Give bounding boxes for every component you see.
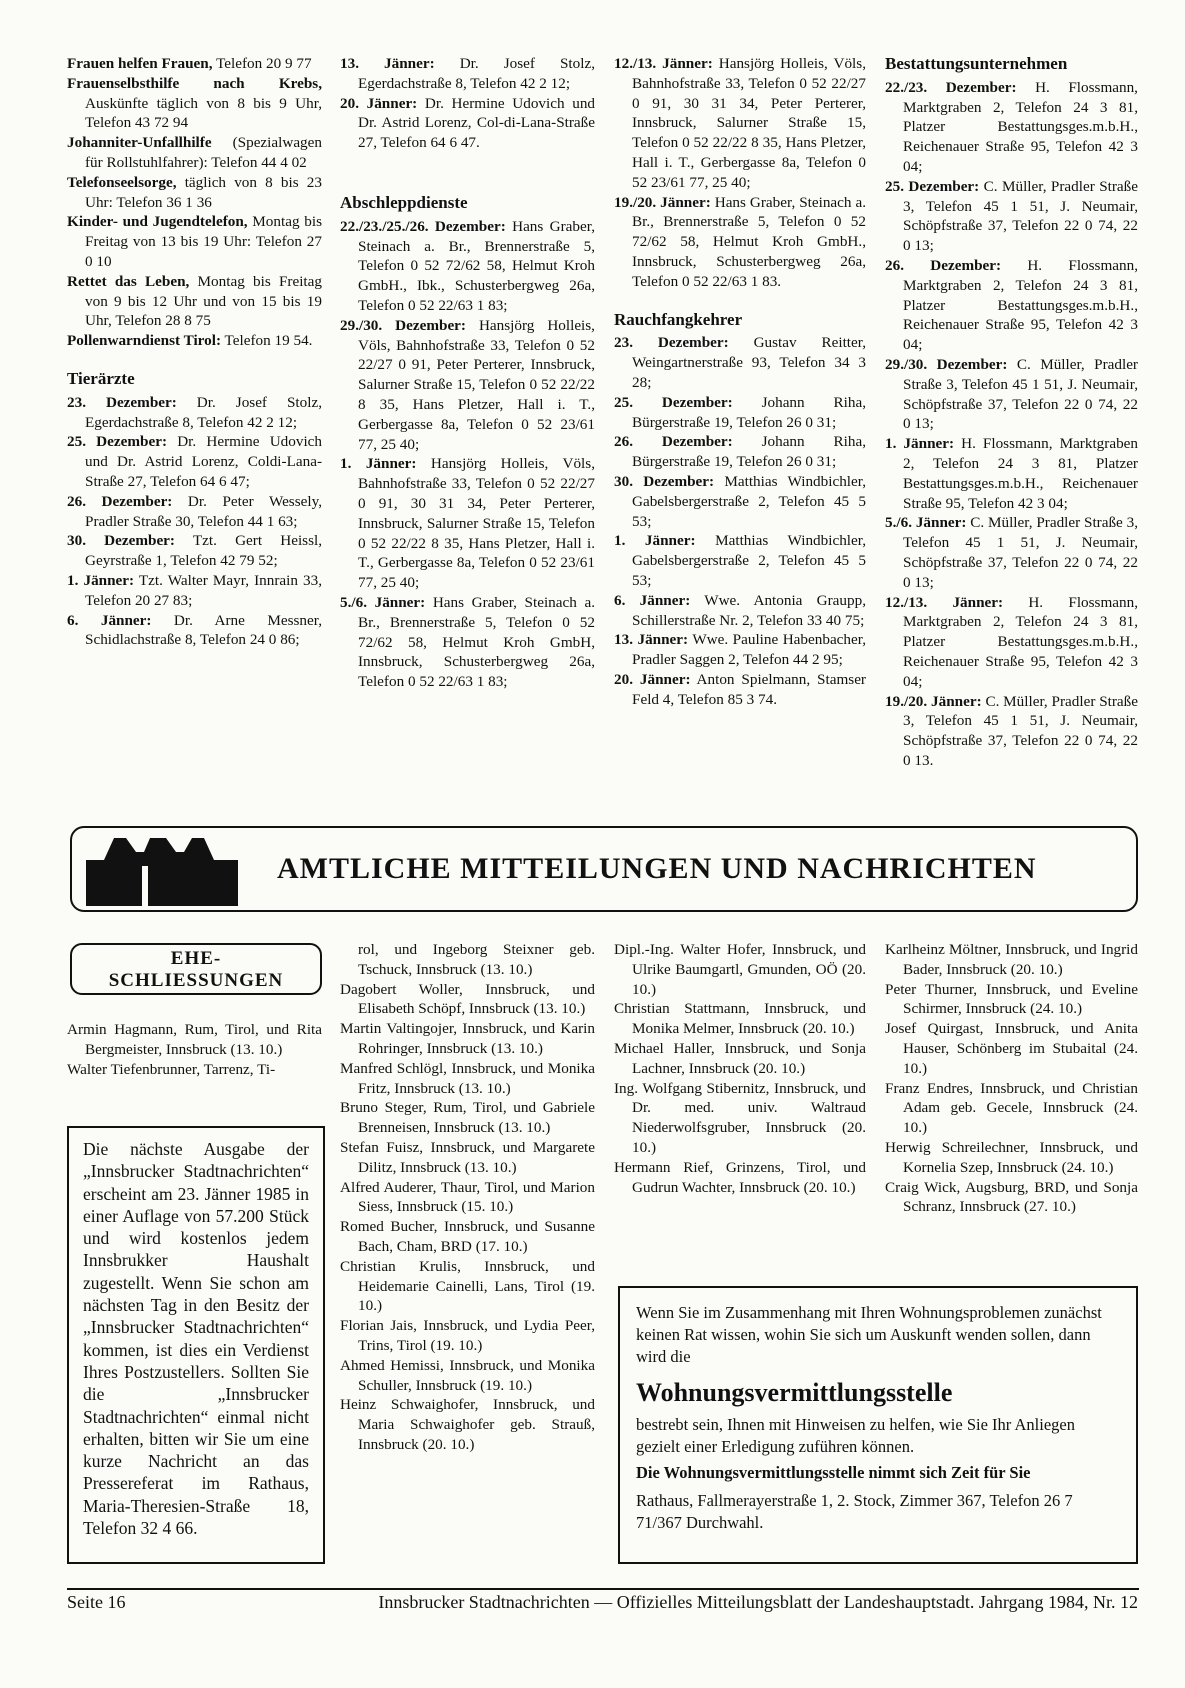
housing-office-box xyxy=(618,1286,1138,1564)
marriage-entry: Stefan Fuisz, Innsbruck, und Margarete Dilitz, Innsbruck (13. 10.) xyxy=(340,1138,595,1176)
listing-entry xyxy=(614,630,866,670)
col2-entries xyxy=(340,54,595,153)
listing-entry xyxy=(67,54,322,74)
listing-entry-text: Dr. Peter Wessely, Pradler Straße 30, Telefon 44 1 63; xyxy=(85,492,322,530)
listing-entry xyxy=(67,133,322,173)
marriage-entry: Romed Bucher, Innsbruck, und Susanne Bach, Cham, BRD (17. 10.) xyxy=(340,1218,595,1255)
listing-entry xyxy=(885,513,1138,592)
listing-entry-text: Hans Graber, Steinach a. Br., Brennerstraße 5, Telefon 0 52 72/62 58, Helmut Kroh GmbH., Innsbruck, Schusterbergweg 26a, Telefon 0 52 22/63 1 83. xyxy=(632,193,866,290)
listing-entry-text: Matthias Windbichler, Gabelsbergerstraße 2, Telefon 45 5 53; xyxy=(632,532,866,589)
listing-entry xyxy=(67,331,322,351)
column-4 xyxy=(885,54,1138,771)
listing-entry xyxy=(67,173,322,213)
column-1 xyxy=(67,54,322,650)
listing-entry-date: Rettet das Leben, xyxy=(67,272,190,290)
listing-entry-text: Anton Spielmann, Stamser Feld 4, Telefon 85 3 74. xyxy=(632,670,866,708)
listing-entry-date: 19./20. Jänner: xyxy=(885,692,982,710)
section-heading-tieraerzte: Tierärzte xyxy=(67,368,135,388)
marriage-entry: rol, und Ingeborg Steixner geb. Tschuck, Innsbruck (13. 10.) xyxy=(358,941,595,978)
listing-entry-date: 25. Dezember: xyxy=(885,177,980,195)
listing-entry-text: täglich von 8 bis 23 Uhr: Telefon 36 1 36 xyxy=(85,173,322,211)
listing-entry-text: Johann Riha, Bürgerstraße 19, Telefon 26 0 31; xyxy=(632,433,866,471)
listing-entry xyxy=(67,393,322,433)
listing-entry xyxy=(67,212,322,271)
listing-entry xyxy=(614,670,866,710)
listing-entry-date: 12./13. Jänner: xyxy=(614,55,713,72)
listing-entry xyxy=(885,355,1138,434)
marriage-entry: Karlheinz Möltner, Innsbruck, und Ingrid Bader, Innsbruck (20. 10.) xyxy=(885,941,1138,978)
listing-entry-text: Gustav Reitter, Weingartnerstraße 93, Telefon 34 3 28; xyxy=(632,334,867,391)
listing-entry-text: C. Müller, Pradler Straße 3, Telefon 45 1 51, J. Neumair, Schöpfstraße 37, Telefon 22 0 74, 22 0 13; xyxy=(903,177,1139,255)
listing-entry-text: Montag bis Freitag von 13 bis 19 Uhr: Telefon 27 0 10 xyxy=(85,213,322,270)
marriage-entry: Florian Jais, Innsbruck, und Lydia Peer, Trins, Tirol (19. 10.) xyxy=(340,1317,595,1354)
listing-entry-date: Johanniter-Unfallhilfe xyxy=(67,134,212,152)
housing-office-tagline: Die Wohnungsvermittlungsstelle nimmt sich Zeit für Sie xyxy=(636,1463,1031,1482)
eheschliessungen-heading-line1: EHE- xyxy=(170,948,222,969)
marriage-entry: Heinz Schwaighofer, Innsbruck, und Maria Schwaighofer geb. Strauß, Innsbruck (20. 10.) xyxy=(340,1396,595,1453)
listing-entry-date: Frauen helfen Frauen, xyxy=(67,55,213,72)
listing-entry-text: Telefon 20 9 77 xyxy=(212,55,312,72)
listing-entry-text: Dr. Hermine Udovich und Dr. Astrid Lorenz, Coldi-Lana-Straße 27, Telefon 64 6 47; xyxy=(85,433,323,490)
marriage-entry: Bruno Steger, Rum, Tirol, und Gabriele Brenneisen, Innsbruck (13. 10.) xyxy=(340,1099,595,1137)
listing-entry xyxy=(67,531,322,571)
listing-entry-text: Hans Graber, Steinach a. Br., Brennerstraße 5, Telefon 0 52 72/62 58, Helmut Kroh GmbH, Innsbruck, Schusterbergweg 26a, Telefon 0 52 22/63 1 83; xyxy=(358,593,595,691)
col4-entries xyxy=(885,78,1138,771)
listing-entry-date: 1. Jänner: xyxy=(340,455,417,473)
listing-entry-date: 23. Dezember: xyxy=(614,334,729,352)
marriage-entry: Herwig Schreilechner, Innsbruck, und Kornelia Szep, Innsbruck (24. 10.) xyxy=(885,1138,1138,1176)
listing-entry-text: Hansjörg Holleis, Völs, Bahnhofstraße 33, Telefon 0 52 22/27 0 91, 30 31 34, Peter Perterer, Innsbruck, Salurner Straße 15, Telefon 0 52 22/22 8 35, Hans Pletzer, Hall i. T., Gerbergasse 8a, Telefon 0 52 23/61 77, 25 40; xyxy=(632,55,866,191)
listing-entry xyxy=(67,272,322,331)
listing-entry xyxy=(614,333,866,392)
listing-entry-date: 26. Dezember: xyxy=(67,492,173,510)
col3-entries xyxy=(614,54,866,292)
eheschliessungen-heading-line2: SCHLIESSUNGEN xyxy=(108,970,284,991)
housing-office-body: bestrebt sein, Ihnen mit Hinweisen zu helfen, wie Sie Ihr Anliegen gezielt einer Erledigung zuführen können. xyxy=(636,1415,1075,1456)
listing-entry-text: C. Müller, Pradler Straße 3, Telefon 45 1 51, J. Neumair, Schöpfstraße 37, Telefon 22 0 74, 22 0 13; xyxy=(903,514,1138,591)
listing-entry-date: 13. Jänner: xyxy=(340,55,435,72)
listing-entry xyxy=(67,74,322,133)
listing-entry-date: 5./6. Jänner: xyxy=(885,514,967,532)
section-heading-bestattung: Bestattungsunternehmen xyxy=(885,54,1068,73)
publication-line: Innsbrucker Stadtnachrichten — Offizielles Mitteilungsblatt der Landeshauptstadt. Jahrgang 1984, Nr. 12 xyxy=(378,1592,1138,1612)
listing-entry-date: 29./30. Dezember: xyxy=(340,316,466,334)
listing-entry xyxy=(340,454,595,593)
listing-entry-text: Hans Graber, Steinach a. Br., Brennerstraße 5, Telefon 0 52 72/62 58, Helmut Kroh GmbH., Ibk., Schusterbergweg 26a, Telefon 0 52 22/63 1 83; xyxy=(358,217,595,314)
housing-office-title: Wohnungsvermittlungsstelle xyxy=(636,1378,953,1407)
ehe-column-2 xyxy=(340,940,595,1455)
section-heading-rauchfangkehrer: Rauchfangkehrer xyxy=(614,309,743,329)
listing-entry-date: 20. Jänner: xyxy=(340,94,418,112)
listing-entry-date: 25. Dezember: xyxy=(614,393,733,411)
listing-entry-text: Montag bis Freitag von 9 bis 12 Uhr und von 15 bis 19 Uhr, Telefon 28 8 75 xyxy=(85,272,322,330)
listing-entry xyxy=(614,393,866,433)
listing-entry-date: 13. Jänner: xyxy=(614,631,689,649)
ehe-col1-list xyxy=(67,1020,322,1079)
marriage-entry: Dagobert Woller, Innsbruck, und Elisabeth Schöpf, Innsbruck (13. 10.) xyxy=(340,980,595,1018)
marriage-entry: Alfred Auderer, Thaur, Tirol, und Marion Siess, Innsbruck (15. 10.) xyxy=(340,1178,595,1216)
listing-entry xyxy=(67,611,322,651)
marriage-entry: Dipl.-Ing. Walter Hofer, Innsbruck, und Ulrike Baumgartl, Gmunden, OÖ (20. 10.) xyxy=(614,941,866,998)
listing-entry-date: 1. Jänner: xyxy=(67,571,135,589)
listing-entry-date: 30. Dezember: xyxy=(614,472,715,490)
listing-entry-date: Telefonseelsorge, xyxy=(67,173,177,191)
listing-entry-date: 1. Jänner: xyxy=(614,532,696,550)
listing-entry-date: 12./13. Jänner: xyxy=(885,593,1004,611)
listing-entry-text: H. Flossmann, Marktgraben 2, Telefon 24 3 81, Platzer Bestattungsges.m.b.H., Reichenauer Straße 95, Telefon 42 3 04; xyxy=(903,78,1138,175)
listing-entry-text: Hansjörg Holleis, Völs, Bahnhofstraße 33, Telefon 0 52 22/27 0 91, 30 31 34, Peter Perterer, Innsbruck, Salurner Straße 15, Telefon 0 52 22/22 8 35, Hans Pletzer, Hall i. T., Gerbergasse 8a, Telefon 0 52 23/61 77, 25 40; xyxy=(358,455,595,592)
listing-entry-text: C. Müller, Pradler Straße 3, Telefon 45 1 51, J. Neumair, Schöpfstraße 37, Telefon 22 0 74, 22 0 13. xyxy=(903,692,1138,769)
listing-entry-date: 22./23./25./26. Dezember: xyxy=(340,217,506,235)
coat-of-arms-icon xyxy=(82,832,242,908)
listing-entry-text: C. Müller, Pradler Straße 3, Telefon 45 1 51, J. Neumair, Schöpfstraße 37, Telefon 22 0 74, 22 0 13; xyxy=(903,355,1138,433)
housing-office-address: Rathaus, Fallmerayerstraße 1, 2. Stock, Zimmer 367, Telefon 26 7 71/367 Durchwahl. xyxy=(636,1491,1073,1532)
section-banner xyxy=(70,826,1138,912)
listing-entry xyxy=(340,94,595,153)
listing-entry-text: Wwe. Pauline Habenbacher, Pradler Saggen 2, Telefon 44 2 95; xyxy=(632,631,867,669)
next-issue-notice xyxy=(67,1126,325,1564)
listing-entry xyxy=(885,177,1138,256)
listing-entry-date: 20. Jänner: xyxy=(614,670,691,688)
ehe-column-1 xyxy=(67,1020,322,1079)
ehe-col4-list xyxy=(885,940,1138,1217)
listing-entry xyxy=(614,54,866,193)
listing-entry-date: Frauenselbsthilfe nach Krebs, xyxy=(67,74,322,92)
listing-entry xyxy=(885,593,1138,692)
marriage-entry: Christian Krulis, Innsbruck, und Heidemarie Cainelli, Lans, Tirol (19. 10.) xyxy=(340,1257,595,1315)
listing-entry-text: Auskünfte täglich von 8 bis 9 Uhr, Telefon 43 72 94 xyxy=(85,94,322,132)
col2-entries2 xyxy=(340,217,595,692)
listing-entry-text: Dr. Josef Stolz, Egerdachstraße 8, Telefon 42 2 12; xyxy=(358,55,595,92)
marriage-entry: Craig Wick, Augsburg, BRD, und Sonja Schranz, Innsbruck (27. 10.) xyxy=(885,1178,1138,1216)
marriage-entry: Ing. Wolfgang Stibernitz, Innsbruck, und Dr. med. univ. Waltraud Niederwolfsgruber, Innsbruck (20. 10.) xyxy=(614,1079,866,1156)
listing-entry-text: Hansjörg Holleis, Völs, Bahnhofstraße 33, Telefon 0 52 22/27 0 91, Peter Perterer, Innsbruck, Salurner Straße 15, Telefon 0 52 22/22 8 35, Hans Pletzer, Hall i. T., Gerbergasse 8a, Telefon 0 52 23/61 77, 25 40; xyxy=(358,316,595,453)
listing-entry-date: 30. Dezember: xyxy=(67,532,175,550)
listing-entry-date: 22./23. Dezember: xyxy=(885,78,1017,96)
listing-entry-text: Dr. Arne Messner, Schidlachstraße 8, Telefon 24 0 86; xyxy=(85,611,322,649)
listing-entry-text: Dr. Josef Stolz, Egerdachstraße 8, Telefon 42 2 12; xyxy=(85,393,323,431)
next-issue-notice-text: Die nächste Ausgabe der „Innsbrucker Stadtnachrichten“ erscheint am 23. Jänner 1985 in einer Auflage von 57.200 Stück und wird kostenlos jedem Innsbrukker Haushalt zugestellt. Wenn Sie schon am nächsten Tag in den Besitz der „Innsbrucker Stadtnachrichten“ kommen, ist dies ein Verdienst Ihres Postzustellers. Sollten Sie die „Innsbrucker Stadtnachrichten“ einmal nicht erhalten, bitten wir Sie um eine kurze Nachricht an das Pressereferat im Rathaus, Maria-Theresien-Straße 18, Telefon 32 4 66. xyxy=(83,1139,309,1539)
col1-entries2 xyxy=(67,393,322,650)
marriage-entry: Ahmed Hemissi, Innsbruck, und Monika Schuller, Innsbruck (19. 10.) xyxy=(340,1356,595,1394)
listing-entry-text: Matthias Windbichler, Gabelsbergerstraße 2, Telefon 45 5 53; xyxy=(632,472,866,530)
listing-entry xyxy=(614,432,866,472)
ehe-col2-list xyxy=(340,940,595,1455)
listing-entry-date: Pollenwarndienst Tirol: xyxy=(67,332,222,350)
listing-entry xyxy=(885,434,1138,513)
listing-entry xyxy=(340,593,595,692)
listing-entry-text: Wwe. Antonia Graupp, Schillerstraße Nr. 2, Telefon 33 40 75; xyxy=(632,591,866,629)
marriage-entry: Martin Valtingojer, Innsbruck, und Karin Rohringer, Innsbruck (13. 10.) xyxy=(340,1020,595,1057)
listing-entry xyxy=(885,256,1138,355)
listing-entry-text: Tzt. Walter Mayr, Innrain 33, Telefon 20 27 83; xyxy=(85,571,322,609)
listing-entry-text: Johann Riha, Bürgerstraße 19, Telefon 26 0 31; xyxy=(632,393,866,431)
housing-office-intro: Wenn Sie im Zusammenhang mit Ihren Wohnungsproblemen zunächst keinen Rat wissen, wohin Sie sich um Auskunft wenden sollen, dann wird die xyxy=(636,1303,1102,1366)
marriage-entry: Armin Hagmann, Rum, Tirol, und Rita Bergmeister, Innsbruck (13. 10.) xyxy=(67,1021,322,1058)
listing-entry xyxy=(614,591,866,631)
listing-entry xyxy=(67,432,322,491)
marriage-entry: Josef Quirgast, Innsbruck, und Anita Hauser, Schönberg im Stubaital (24. 10.) xyxy=(885,1020,1138,1077)
listing-entry-text: H. Flossmann, Marktgraben 2, Telefon 24 3 81, Platzer Bestattungsges.m.b.H., Reichenauer Straße 95, Telefon 42 3 04; xyxy=(903,593,1138,690)
section-heading-abschleppdienste: Abschleppdienste xyxy=(340,192,468,212)
column-3 xyxy=(614,54,866,710)
listing-entry-text: H. Flossmann, Marktgraben 2, Telefon 24 3 81, Platzer Bestattungsges.m.b.H., Reichenauer Straße 95, Telefon 42 3 04; xyxy=(903,435,1139,512)
listing-entry xyxy=(614,193,866,292)
listing-entry-date: 19./20. Jänner: xyxy=(614,193,711,211)
listing-entry xyxy=(67,571,322,611)
marriage-entry: Michael Haller, Innsbruck, und Sonja Lachner, Innsbruck (20. 10.) xyxy=(614,1039,866,1077)
listing-entry-text: Tzt. Gert Heissl, Geyrstraße 1, Telefon 42 79 52; xyxy=(85,532,322,570)
listing-entry xyxy=(614,472,866,531)
page-number: Seite 16 xyxy=(67,1592,126,1612)
listing-entry-date: 23. Dezember: xyxy=(67,393,177,411)
listing-entry xyxy=(614,531,866,590)
listing-entry xyxy=(67,492,322,532)
ehe-column-3 xyxy=(614,940,866,1197)
marriage-entry: Franz Endres, Innsbruck, und Christian Adam geb. Gecele, Innsbruck (24. 10.) xyxy=(885,1079,1138,1137)
listing-entry-text: (Spezialwagen für Rollstuhlfahrer): Telefon 44 4 02 xyxy=(85,134,322,171)
listing-entry-date: 1. Jänner: xyxy=(885,435,955,453)
listing-entry xyxy=(885,78,1138,177)
ehe-column-4 xyxy=(885,940,1138,1217)
listing-entry xyxy=(340,217,595,316)
listing-entry xyxy=(340,54,595,94)
marriage-entry: Christian Stattmann, Innsbruck, und Monika Melmer, Innsbruck (20. 10.) xyxy=(614,1000,866,1038)
listing-entry-date: 26. Dezember: xyxy=(885,256,1002,274)
footer-rule xyxy=(67,1588,1139,1590)
marriage-entry: Walter Tiefenbrunner, Tarrenz, Ti- xyxy=(67,1060,276,1078)
marriage-entry: Peter Thurner, Innsbruck, und Eveline Schirmer, Innsbruck (24. 10.) xyxy=(885,980,1138,1018)
listing-entry-date: 25. Dezember: xyxy=(67,433,168,451)
listing-entry xyxy=(885,692,1138,771)
marriage-entry: Hermann Rief, Grinzens, Tirol, und Gudrun Wachter, Innsbruck (20. 10.) xyxy=(614,1158,866,1196)
col3-entries2 xyxy=(614,333,866,709)
listing-entry-date: 29./30. Dezember: xyxy=(885,355,1008,373)
marriage-entry: Manfred Schlögl, Innsbruck, und Monika Fritz, Innsbruck (13. 10.) xyxy=(340,1059,595,1097)
eheschliessungen-heading xyxy=(70,943,322,995)
listing-entry-text: Dr. Hermine Udovich und Dr. Astrid Lorenz, Col-di-Lana-Straße 27, Telefon 64 6 47. xyxy=(358,94,596,152)
listing-entry-date: 5./6. Jänner: xyxy=(340,593,426,611)
listing-entry-text: Telefon 19 54. xyxy=(221,332,313,350)
column-2 xyxy=(340,54,595,692)
listing-entry-date: 26. Dezember: xyxy=(614,433,733,451)
listing-entry-date: 6. Jänner: xyxy=(67,611,152,629)
listing-entry xyxy=(340,316,595,455)
listing-entry-date: 6. Jänner: xyxy=(614,591,691,609)
banner-title: AMTLICHE MITTEILUNGEN UND NACHRICHTEN xyxy=(277,852,1037,885)
listing-entry-date: Kinder- und Jugendtelefon, xyxy=(67,213,248,231)
listing-entry-text: H. Flossmann, Marktgraben 2, Telefon 24 3 81, Platzer Bestattungsges.m.b.H., Reichenauer Straße 95, Telefon 42 3 04; xyxy=(903,256,1138,354)
col1-entries xyxy=(67,54,322,351)
ehe-col3-list xyxy=(614,940,866,1197)
